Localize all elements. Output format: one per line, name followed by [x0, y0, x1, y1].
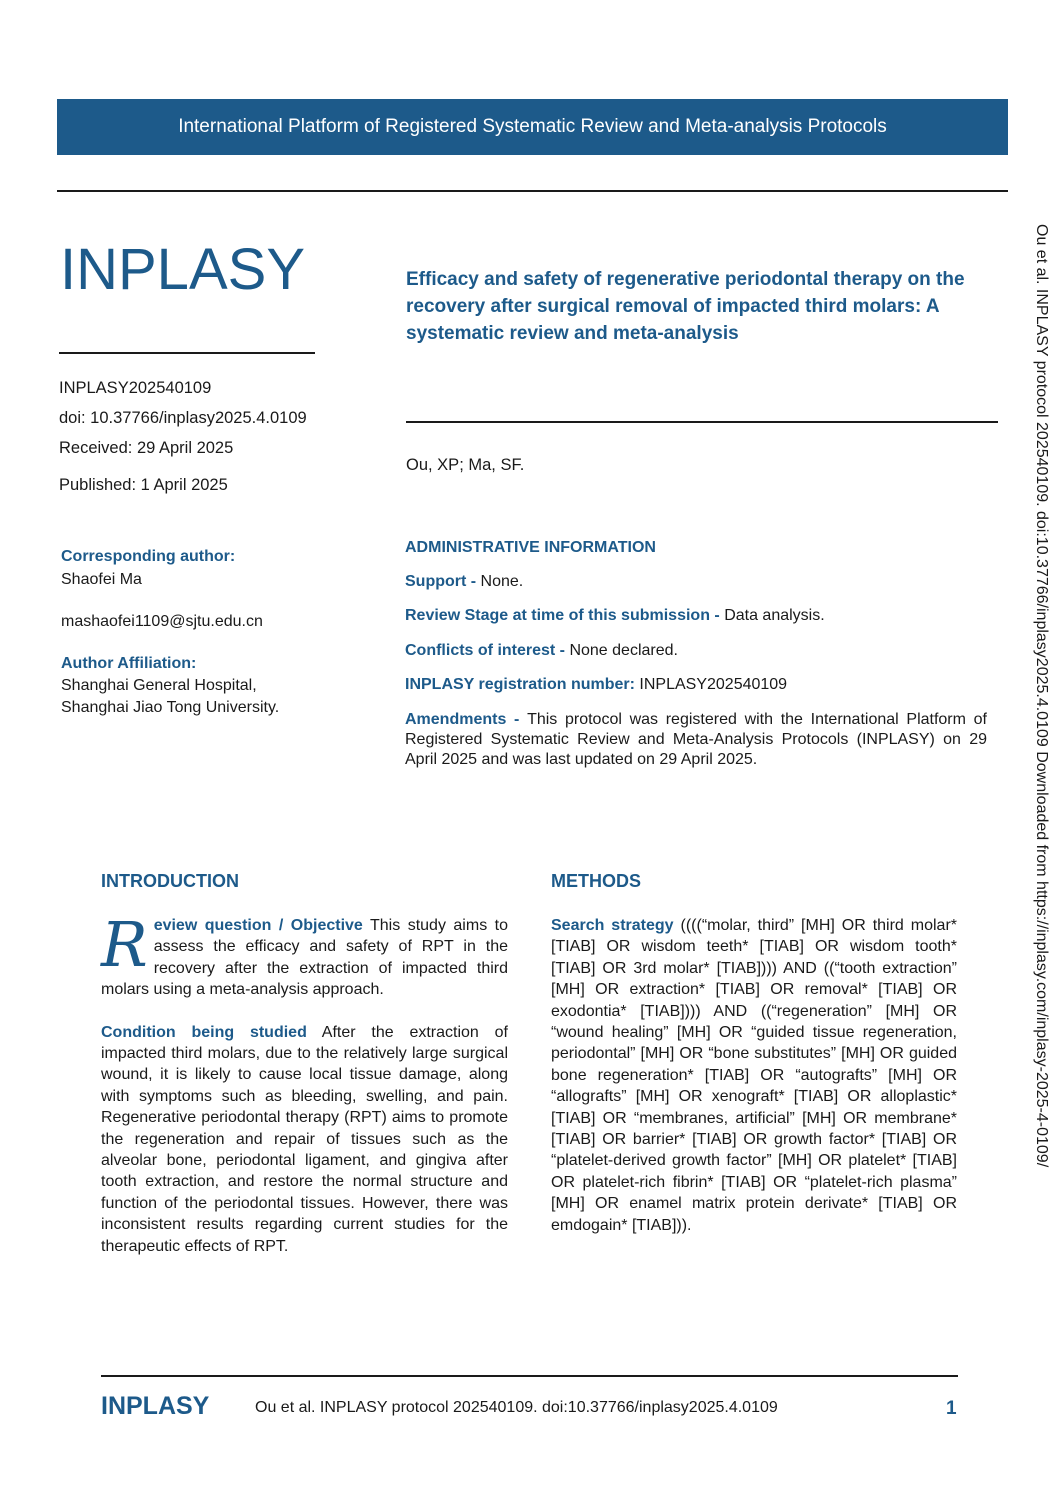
admin-stage — [405, 606, 987, 626]
admin-support — [405, 572, 987, 592]
article-title: Efficacy and safety of regenerative periodontal therapy on the recovery after surgical removal of impacted third molars: A systematic review and meta-analysis — [406, 269, 965, 344]
support-label: Support - — [405, 573, 481, 590]
admin-conflicts — [405, 641, 987, 661]
search-strategy-paragraph — [551, 915, 957, 1236]
search-strategy-text: ((((“molar, third” [MH] OR third molar* [TIAB] OR wisdom teeth* [TIAB] OR wisdom tooth* [TIAB] OR 3rd molar* [TIAB]))) AND ((“tooth extraction” [MH] OR extraction* [TIAB] OR removal* [TIAB] OR exodontia* [TIAB]))) AND ((“regeneration” [MH] OR “wound healing” [MH] OR “guided tissue regeneration, periodontal” [MH] OR “bone substitutes” [MH] OR guided bone regeneration* [TIAB] OR “autografts” [MH] OR “allografts” [MH] OR xenograft* [TIAB] OR alloplastic* [TIAB] OR “membranes, artificial” [MH] OR membrane* [TIAB] OR barrier* [TIAB] OR growth factor* [TIAB] OR “platelet-derived growth factor” [MH] OR platelet* [TIAB] OR platelet-rich fibrin* [TIAB] OR “platelet-rich plasma” [MH] OR enamel matrix protein derivate* [TIAB] OR emdogain* [TIAB])). — [551, 917, 958, 1234]
top-divider — [57, 190, 1008, 192]
side-citation: Ou et al. INPLASY protocol 202540109. doi:10.37766/inplasy2025.4.0109 Downloaded from https://inplasy.com/inplasy-2025-4-0109/ — [1033, 224, 1050, 1168]
corresponding-email[interactable]: mashaofei1109@sjtu.edu.cn — [61, 613, 263, 630]
admin-registration — [405, 675, 987, 695]
review-question-label: eview question / Objective — [153, 917, 363, 934]
search-strategy-label: Search strategy — [551, 917, 674, 934]
admin-heading-text: ADMINISTRATIVE INFORMATION — [405, 539, 656, 556]
registration-label: INPLASY registration number: — [405, 676, 640, 693]
affiliation-line-1: Shanghai General Hospital, — [61, 677, 257, 694]
footer-divider — [101, 1375, 958, 1377]
affiliation-line-2: Shanghai Jiao Tong University. — [61, 699, 280, 716]
footer-logo: INPLASY — [101, 1392, 210, 1420]
admin-amendments — [405, 710, 987, 770]
admin-heading — [405, 538, 987, 558]
conflicts-label: Conflicts of interest - — [405, 642, 570, 659]
corresponding-heading: Corresponding author: — [61, 548, 236, 565]
stage-value: Data analysis. — [724, 607, 825, 624]
amendments-value: This protocol was registered with the International Platform of Registered Systematic Review and Meta-Analysis Protocols (INPLASY) on 29 April 2025 and was last updated on 29 April 2025. — [405, 711, 987, 768]
stage-label: Review Stage at time of this submission - — [405, 607, 725, 624]
page-number: 1 — [946, 1398, 957, 1419]
introduction-heading: INTRODUCTION — [101, 871, 239, 891]
logo-divider — [59, 352, 315, 354]
conflicts-value: None declared. — [569, 642, 678, 659]
registration-value: INPLASY202540109 — [639, 676, 788, 693]
amendments-label: Amendments - — [405, 711, 528, 728]
methods-body — [551, 915, 957, 1236]
doi-link[interactable]: doi: 10.37766/inplasy2025.4.0109 — [59, 409, 307, 427]
condition-paragraph — [101, 1022, 508, 1257]
footer-citation: Ou et al. INPLASY protocol 202540109. doi:10.37766/inplasy2025.4.0109 — [255, 1399, 778, 1416]
review-question-paragraph — [101, 908, 509, 1001]
authors: Ou, XP; Ma, SF. — [406, 456, 525, 474]
header-banner: International Platform of Registered Systematic Review and Meta-analysis Protocols — [57, 99, 1008, 155]
corresponding-name: Shaofei Ma — [61, 571, 142, 588]
inplasy-logo: INPLASY — [60, 237, 305, 302]
methods-heading: METHODS — [551, 871, 641, 891]
introduction-body — [101, 908, 509, 1257]
dropcap-letter: R — [101, 908, 148, 981]
condition-text: After the extraction of impacted third molars, due to the relatively large surgical wound, it is likely to cause local tissue damage, along with symptoms such as bleeding, swelling, and pain. Regenerative periodontal therapy (RPT) aims to promote the regeneration and repair of tissues such as the alveolar bone, periodontal ligament, and gingiva after tooth extraction, and restore the normal structure and function of the periodontal tissues. However, there was inconsistent results regarding current studies for the therapeutic effects of RPT. — [101, 1023, 508, 1255]
published-date: Published: 1 April 2025 — [59, 476, 228, 494]
support-value: None. — [480, 573, 524, 590]
title-divider — [406, 421, 998, 423]
affiliation-heading: Author Affiliation: — [61, 655, 197, 672]
registration-id: INPLASY202540109 — [59, 379, 212, 397]
condition-label: Condition being studied — [101, 1023, 307, 1041]
review-question-text: This study aims to assess the efficacy and safety of RPT in the recovery after the extraction of impacted third molars using a meta-analysis approach. — [101, 917, 509, 999]
received-date: Received: 29 April 2025 — [59, 439, 234, 457]
